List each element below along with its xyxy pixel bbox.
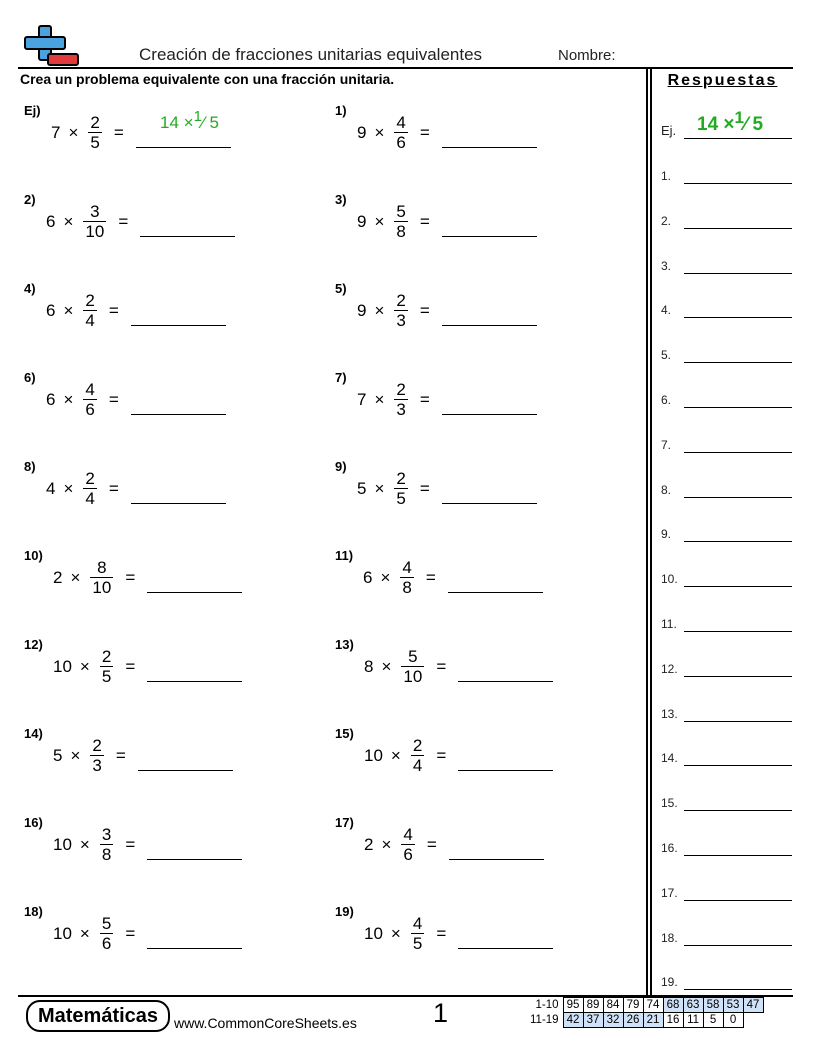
worksheet-title: Creación de fracciones unitarias equivalentes xyxy=(139,45,483,64)
example-answer-slash: ⁄ xyxy=(201,112,205,132)
equals-sign: = xyxy=(125,834,136,854)
problem-number: 9) xyxy=(335,459,347,474)
times-sign: × xyxy=(63,389,74,409)
times-sign: × xyxy=(374,122,385,142)
times-sign: × xyxy=(63,300,74,320)
answer-example-value xyxy=(697,108,763,136)
answer-blank[interactable] xyxy=(131,325,226,326)
problem-expression xyxy=(46,202,128,241)
answer-line[interactable] xyxy=(684,541,792,542)
fraction xyxy=(401,825,414,864)
score-cell: 47 xyxy=(743,998,763,1013)
header-divider xyxy=(18,67,793,69)
whole-number: 4 xyxy=(46,478,56,498)
name-label: Nombre: xyxy=(558,47,616,64)
problem-item xyxy=(335,815,635,885)
times-sign: × xyxy=(390,745,401,765)
answer-blank[interactable] xyxy=(442,236,537,237)
answer-blank[interactable] xyxy=(458,948,553,949)
problem-number: 17) xyxy=(335,815,354,830)
score-cell: 42 xyxy=(563,1013,583,1028)
answer-blank[interactable] xyxy=(147,948,242,949)
problem-expression xyxy=(46,380,119,419)
numerator: 2 xyxy=(412,736,423,755)
example-answer xyxy=(160,108,219,133)
denominator: 4 xyxy=(412,756,423,775)
answer-label: 15. xyxy=(661,796,678,811)
times-sign: × xyxy=(374,389,385,409)
answer-example-coef: 14 × xyxy=(697,114,735,136)
answer-column-divider xyxy=(646,67,648,996)
fraction xyxy=(88,113,101,152)
answer-label: 3. xyxy=(661,258,672,273)
whole-number: 10 xyxy=(53,656,72,676)
times-sign: × xyxy=(63,211,74,231)
problem-number: 8) xyxy=(24,459,36,474)
equals-sign: = xyxy=(426,834,437,854)
answer-line[interactable] xyxy=(684,676,792,677)
fraction xyxy=(394,469,407,508)
answer-label: 7. xyxy=(661,437,672,452)
problem-item xyxy=(335,370,635,440)
numerator: 4 xyxy=(412,914,423,933)
answer-line[interactable] xyxy=(684,586,792,587)
problem-number: 19) xyxy=(335,904,354,919)
denominator: 3 xyxy=(396,400,406,419)
problem-number: Ej) xyxy=(24,103,41,118)
answer-line[interactable] xyxy=(684,989,792,990)
score-cell: 53 xyxy=(723,998,743,1013)
answer-blank[interactable] xyxy=(131,414,226,415)
problem-expression xyxy=(51,113,124,152)
problem-expression xyxy=(357,113,430,152)
answer-blank[interactable] xyxy=(147,859,242,860)
answer-label: 10. xyxy=(661,572,678,587)
numerator: 4 xyxy=(396,113,406,132)
answer-line[interactable] xyxy=(684,452,792,453)
times-sign: × xyxy=(381,834,392,854)
problem-number: 12) xyxy=(24,637,43,652)
problem-number: 13) xyxy=(335,637,354,652)
answer-blank[interactable] xyxy=(448,592,543,593)
answer-label: 11. xyxy=(661,617,677,631)
score-row-label: 11-19 xyxy=(530,1014,559,1026)
whole-number: 5 xyxy=(53,745,63,765)
answer-example-num: 1 xyxy=(734,108,744,127)
denominator: 8 xyxy=(402,578,412,597)
answer-blank[interactable] xyxy=(442,414,537,415)
equals-sign: = xyxy=(125,567,136,587)
answer-line[interactable] xyxy=(684,631,792,632)
problem-item xyxy=(335,726,635,796)
problem-expression xyxy=(53,558,135,597)
numerator: 2 xyxy=(396,380,406,399)
numerator: 2 xyxy=(101,647,112,666)
score-cell: 84 xyxy=(603,998,623,1013)
equals-sign: = xyxy=(419,122,430,142)
answer-blank[interactable] xyxy=(442,325,537,326)
answer-line[interactable] xyxy=(684,497,792,498)
score-cell: 63 xyxy=(683,998,703,1013)
score-cell: 16 xyxy=(663,1013,683,1028)
numerator: 2 xyxy=(92,736,102,755)
answer-line[interactable] xyxy=(684,362,792,363)
times-sign: × xyxy=(374,300,385,320)
score-row-label: 1-10 xyxy=(535,999,559,1011)
answer-blank[interactable] xyxy=(449,859,544,860)
whole-number: 10 xyxy=(364,745,383,765)
problem-item xyxy=(24,281,324,351)
problem-number: 2) xyxy=(24,192,36,207)
numerator: 2 xyxy=(90,113,100,132)
answer-line[interactable] xyxy=(684,183,792,184)
score-row xyxy=(528,1013,763,1028)
problem-number: 14) xyxy=(24,726,43,741)
problem-number: 6) xyxy=(24,370,36,385)
problem-number: 18) xyxy=(24,904,43,919)
answer-label: 13. xyxy=(661,706,678,721)
answer-line[interactable] xyxy=(684,765,792,766)
fraction xyxy=(100,825,113,864)
problem-number: 1) xyxy=(335,103,347,118)
equals-sign: = xyxy=(436,923,447,943)
answer-line[interactable] xyxy=(684,273,792,274)
fraction xyxy=(83,291,96,330)
fraction xyxy=(90,736,103,775)
answer-line[interactable] xyxy=(684,810,792,811)
whole-number: 2 xyxy=(364,834,374,854)
denominator: 6 xyxy=(101,934,112,953)
times-sign: × xyxy=(63,478,74,498)
score-cell: 26 xyxy=(623,1013,643,1028)
times-sign: × xyxy=(381,656,392,676)
fraction xyxy=(411,914,424,953)
denominator: 3 xyxy=(92,756,102,775)
numerator: 4 xyxy=(403,825,413,844)
equals-sign: = xyxy=(125,656,136,676)
brand-badge: Matemáticas xyxy=(26,1000,170,1032)
fraction xyxy=(83,380,96,419)
numerator: 8 xyxy=(97,558,107,577)
example-answer-num: 1 xyxy=(193,108,202,125)
problem-expression xyxy=(53,914,135,953)
answer-example-line xyxy=(684,138,792,139)
times-sign: × xyxy=(79,923,90,943)
score-cell: 0 xyxy=(723,1013,743,1028)
answer-blank[interactable] xyxy=(147,592,242,593)
whole-number: 9 xyxy=(357,211,367,231)
score-cell: 89 xyxy=(583,998,603,1013)
numerator: 2 xyxy=(396,469,406,488)
answer-blank[interactable] xyxy=(442,503,537,504)
answer-label: 14. xyxy=(661,751,678,766)
problem-expression xyxy=(46,291,119,330)
problem-number: 16) xyxy=(24,815,43,830)
problem-item xyxy=(24,459,324,529)
fraction xyxy=(83,469,96,508)
numerator: 3 xyxy=(90,202,100,221)
denominator: 8 xyxy=(396,222,406,241)
answer-label: 5. xyxy=(661,348,672,363)
problem-expression xyxy=(357,291,430,330)
fraction xyxy=(401,647,424,686)
problem-item xyxy=(335,281,635,351)
answer-label: 8. xyxy=(661,482,672,497)
fraction xyxy=(394,113,407,152)
answer-blank[interactable] xyxy=(140,236,235,237)
numerator: 4 xyxy=(85,380,95,399)
whole-number: 6 xyxy=(46,211,56,231)
answer-label: 19. xyxy=(661,975,678,990)
score-cell: 68 xyxy=(663,998,683,1013)
denominator: 5 xyxy=(101,667,112,686)
equals-sign: = xyxy=(425,567,436,587)
equals-sign: = xyxy=(113,122,124,142)
problem-item xyxy=(335,459,635,529)
problem-item xyxy=(24,192,324,262)
denominator: 6 xyxy=(403,845,413,864)
equals-sign: = xyxy=(419,389,430,409)
numerator: 4 xyxy=(402,558,412,577)
times-sign: × xyxy=(70,745,81,765)
problem-expression xyxy=(53,736,126,775)
whole-number: 5 xyxy=(357,478,367,498)
equals-sign: = xyxy=(419,300,430,320)
problem-item xyxy=(24,548,324,618)
times-sign: × xyxy=(70,567,81,587)
score-cell: 32 xyxy=(603,1013,623,1028)
problem-item xyxy=(335,637,635,707)
answer-label: 18. xyxy=(661,930,678,945)
problem-expression xyxy=(357,380,430,419)
answer-label: 1. xyxy=(661,169,672,183)
numerator: 3 xyxy=(101,825,112,844)
answer-label: 9. xyxy=(661,527,672,542)
fraction xyxy=(100,647,113,686)
denominator: 6 xyxy=(85,400,95,419)
answer-blank[interactable] xyxy=(131,503,226,504)
problem-item xyxy=(24,370,324,440)
times-sign: × xyxy=(390,923,401,943)
answer-column-divider-inner xyxy=(650,67,652,996)
problem-number: 5) xyxy=(335,281,347,296)
problem-item xyxy=(24,726,324,796)
denominator: 10 xyxy=(92,578,112,597)
denominator: 5 xyxy=(396,489,406,508)
times-sign: × xyxy=(374,478,385,498)
whole-number: 10 xyxy=(364,923,383,943)
answer-line[interactable] xyxy=(684,228,792,229)
fraction xyxy=(394,380,407,419)
problem-number: 15) xyxy=(335,726,354,741)
whole-number: 8 xyxy=(364,656,374,676)
answer-example-label: Ej. xyxy=(661,123,677,138)
fraction xyxy=(394,291,407,330)
numerator: 5 xyxy=(396,202,406,221)
denominator: 3 xyxy=(396,311,406,330)
problem-expression xyxy=(364,736,446,775)
fraction xyxy=(400,558,413,597)
plus-minus-logo-icon xyxy=(22,24,80,68)
fraction xyxy=(90,558,113,597)
denominator: 5 xyxy=(412,934,423,953)
example-answer-den: 5 xyxy=(209,112,219,132)
answer-label: 17. xyxy=(661,885,678,900)
answer-example-slash: ⁄ xyxy=(743,114,748,136)
equals-sign: = xyxy=(419,211,430,231)
answer-label: 6. xyxy=(661,393,672,407)
score-cell: 5 xyxy=(703,1013,723,1028)
answer-blank[interactable] xyxy=(138,770,233,771)
page-number: 1 xyxy=(433,998,449,1028)
problem-item xyxy=(335,548,635,618)
answer-line[interactable] xyxy=(684,721,792,722)
whole-number: 6 xyxy=(363,567,373,587)
numerator: 2 xyxy=(85,469,95,488)
score-cell: 74 xyxy=(643,998,663,1013)
times-sign: × xyxy=(68,122,79,142)
answer-blank[interactable] xyxy=(442,147,537,148)
equals-sign: = xyxy=(419,478,430,498)
whole-number: 10 xyxy=(53,834,72,854)
problem-expression xyxy=(46,469,119,508)
times-sign: × xyxy=(79,656,90,676)
denominator: 10 xyxy=(403,667,423,686)
answer-line[interactable] xyxy=(684,407,792,408)
problem-item xyxy=(335,192,635,262)
problem-item xyxy=(335,904,635,974)
problem-expression xyxy=(364,914,446,953)
denominator: 4 xyxy=(85,311,95,330)
answer-line[interactable] xyxy=(684,317,792,318)
denominator: 10 xyxy=(85,222,105,241)
times-sign: × xyxy=(79,834,90,854)
score-cell: 11 xyxy=(683,1013,703,1028)
score-row xyxy=(528,998,763,1013)
equals-sign: = xyxy=(108,478,119,498)
denominator: 4 xyxy=(85,489,95,508)
numerator: 5 xyxy=(408,647,418,666)
problem-expression xyxy=(363,558,436,597)
website-link[interactable]: www.CommonCoreSheets.es xyxy=(174,1015,357,1031)
problem-item xyxy=(24,637,324,707)
whole-number: 9 xyxy=(357,300,367,320)
equals-sign: = xyxy=(115,745,126,765)
denominator: 8 xyxy=(101,845,112,864)
whole-number: 2 xyxy=(53,567,63,587)
answer-label: 4. xyxy=(661,303,672,318)
fraction xyxy=(100,914,113,953)
problem-item xyxy=(24,815,324,885)
equals-sign: = xyxy=(108,300,119,320)
whole-number: 6 xyxy=(46,300,56,320)
answer-label: 2. xyxy=(661,213,672,228)
equals-sign: = xyxy=(125,923,136,943)
equals-sign: = xyxy=(108,389,119,409)
equals-sign: = xyxy=(118,211,129,231)
problem-number: 11) xyxy=(335,548,354,563)
fraction xyxy=(411,736,424,775)
problem-expression xyxy=(364,647,446,686)
numerator: 2 xyxy=(85,291,95,310)
numerator: 2 xyxy=(396,291,406,310)
answer-line[interactable] xyxy=(684,945,792,946)
answer-blank[interactable] xyxy=(136,147,231,148)
problem-expression xyxy=(357,469,430,508)
equals-sign: = xyxy=(436,656,447,676)
answer-line[interactable] xyxy=(684,855,792,856)
score-table xyxy=(528,997,764,1028)
whole-number: 10 xyxy=(53,923,72,943)
problem-number: 7) xyxy=(335,370,347,385)
problem-expression xyxy=(53,825,135,864)
answer-example-den: 5 xyxy=(752,114,764,136)
answer-label: 12. xyxy=(661,661,678,676)
score-cell: 37 xyxy=(583,1013,603,1028)
whole-number: 7 xyxy=(51,122,61,142)
problem-number: 3) xyxy=(335,192,347,207)
answer-label: 16. xyxy=(661,841,678,855)
answer-blank[interactable] xyxy=(458,681,553,682)
example-answer-coef: 14 × xyxy=(160,112,194,132)
numerator: 5 xyxy=(101,914,112,933)
problem-item xyxy=(335,103,635,173)
score-cell: 21 xyxy=(643,1013,663,1028)
answer-blank[interactable] xyxy=(458,770,553,771)
fraction xyxy=(83,202,106,241)
whole-number: 7 xyxy=(357,389,367,409)
times-sign: × xyxy=(374,211,385,231)
problem-number: 10) xyxy=(24,548,43,563)
times-sign: × xyxy=(380,567,391,587)
score-cell: 95 xyxy=(563,998,583,1013)
answer-line[interactable] xyxy=(684,900,792,901)
problem-item xyxy=(24,904,324,974)
score-cell: 79 xyxy=(623,998,643,1013)
problem-number: 4) xyxy=(24,281,36,296)
problem-expression xyxy=(53,647,135,686)
instructions: Crea un problema equivalente con una fracción unitaria. xyxy=(20,71,395,87)
fraction xyxy=(394,202,407,241)
problem-expression xyxy=(357,202,430,241)
denominator: 6 xyxy=(396,133,406,152)
answer-blank[interactable] xyxy=(147,681,242,682)
whole-number: 9 xyxy=(357,122,367,142)
denominator: 5 xyxy=(90,133,100,152)
answers-title: Respuestas xyxy=(667,72,778,89)
whole-number: 6 xyxy=(46,389,56,409)
problem-expression xyxy=(364,825,437,864)
score-cell: 58 xyxy=(703,998,723,1013)
equals-sign: = xyxy=(436,745,447,765)
